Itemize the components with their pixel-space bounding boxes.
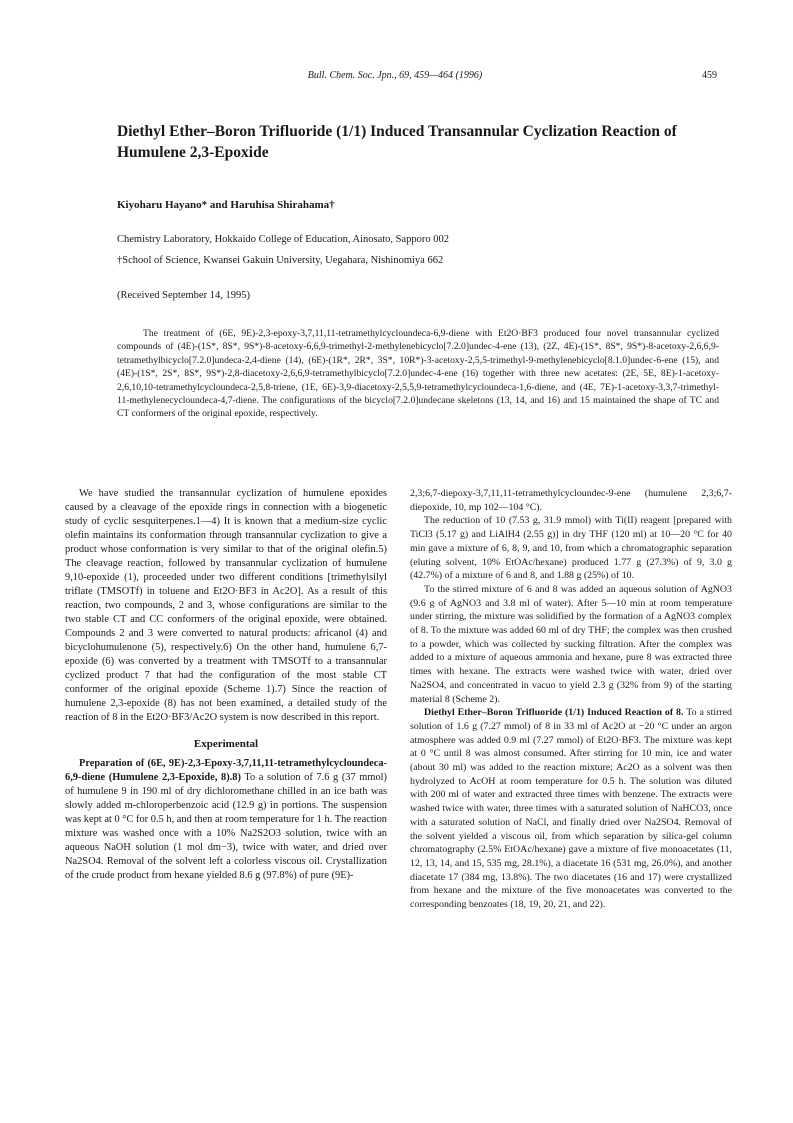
right-paragraph-2: The reduction of 10 (7.53 g, 31.9 mmol) with Ti(II) reagent [prepared with TiCl3 (5.17 g) and LiAlH4 (2.55 g)] in dry THF (120 ml) at 10—20 °C for 40 min gave a mixture of 6, 8, 9, and 10, from which a chromatographic separation (eluting solvent, 10% EtOAc/hexane) produced 1.77 g (27.3%) of 9, 3.0 g (42.7%) of a mixture of 6 and 8, and 1.88 g (25%) of 10. — [410, 515, 732, 582]
right-paragraph-4 — [410, 706, 732, 912]
running-head: Bull. Chem. Soc. Jpn., 69, 459—464 (1996) — [307, 70, 483, 81]
preparation-text: To a solution of 7.6 g (37 mmol) of humulene 9 in 190 ml of dry dichloromethane chilled in an ice bath was slowly added m-chloroperbenzoic acid (12.9 g) in portions. The suspension was kept at 0 °C for 0.5 h, and then at room temperature for 1 h. The reaction mixture was washed once with a 10% Na2S2O3 solution, twice with an aqueous NaOH solution (1 mol dm−3), twice with water, and dried over Na2SO4. Removal of the solvent left a colorless viscous oil. Crystallization of the crude product from hexane yielded 8.6 g (97.8%) of pure (9E)- — [65, 772, 387, 881]
affiliation-1: Chemistry Laboratory, Hokkaido College of Education, Ainosato, Sapporo 002 — [117, 234, 450, 245]
preparation-heading: Preparation of (6E, 9E)-2,3-Epoxy-3,7,11,11-tetramethylcycloundeca-6,9-diene (Humulene 2,3-Epoxide, 8).8) — [65, 758, 387, 783]
intro-paragraph: We have studied the transannular cyclization of humulene epoxides caused by a cleavage of the epoxide rings in connection with a biogenetic study of cyclic sesquiterpenes.1—4) It is known that a medium-size cyclic olefin maintains its conformation through transannular cyclization to give a product whose conformation is very similar to that of the original olefin.5) The cleavage reaction, followed by transannular cyclization of humulene 9,10-epoxide (1), proceeded under two different conditions [trimethylsilyl triflate (TMSOTf) in toluene and Et2O·BF3 in Ac2O]. As a result of this reaction, two compounds, 2 and 3, whose configurations are similar to the two stable CT and CC conformers of the original epoxide, were obtained. Compounds 2 and 3 were converted to natural products: africanol (4) and bicyclohumulenone (5), respectively.6) On the other hand, humulene 6,7-epoxide (6) was converted by a treatment with TMSOTf to a transannular cyclized product 7 that had the configuration of the most stable CT conformer of the original epoxide (Scheme 1).7) Since the reaction of humulene 2,3-epoxide (8) has not been examined, a detailed study of the reaction of 8 in the Et2O·BF3/Ac2O system is now described in this report. — [65, 488, 387, 723]
right-paragraph-3: To the stirred mixture of 6 and 8 was added an aqueous solution of AgNO3 (9.6 g of AgNO3 and 3.8 ml of water). After 5—10 min at room temperature under stirring, the mixture was solidified by the formation of a AgNO3 complex of 8. To the mixture was added 60 ml of dry THF; the complex was then crushed to a powder, which was collected by sucking filtration. After the complex was added to a mixture of aqueous ammonia and hexane, pure 8 was extracted three times with hexane. The extracts were washed twice with water, dried over Na2SO4, and concentrated in vacuo to yield 2.3 g (32% from 9) of the starting material 8 (Scheme 2). — [410, 583, 732, 705]
preparation-paragraph — [65, 757, 387, 883]
abstract: The treatment of (6E, 9E)-2,3-epoxy-3,7,11,11-tetramethylcycloundeca-6,9-diene with Et2O·BF3 produced four novel transannular cyclized compounds of (4E)-(1S*, 8S*, 9S*)-8-acetoxy-6,6,9-trimethyl-2-methylenebicyclo[7.2.0]undec-4-ene (13), (2Z, 4E)-(1S*, 8S*, 9S*)-8-acetoxy-2,6,6,9-tetramethylbicyclo[7.2.0]undeca-2,4-diene (14), (6E)-(1R*, 2R*, 3S*, 10R*)-3-acetoxy-2,5,5-trimethyl-9-methylenebicyclo[8.1.0]undec-6-ene (15), and (4E)-(1S*, 2S*, 8S*, 9S*)-2,8-diacetoxy-2,6,6,9-tetramethylbicyclo[7.2.0]undec-4-ene (16) together with three new acetates: (2E, 5E, 8E)-1-acetoxy-2,6,10,10-tetramethylcycloundeca-2,5,8-triene, (1E, 6E)-3,9-diacetoxy-2,5,5,9-tetramethylcycloundeca-1,6-diene, and (4E, 7E)-1-acetoxy-3,3,7-trimethyl-11-methylenecycloundeca-4,7-diene. The configurations of the bicyclo[7.2.0]undecane skeletons (13, 14, and 16) and 15 maintained the shape of TC and CT conformers of the original epoxide, respectively. — [117, 328, 719, 420]
received-date: (Received September 14, 1995) — [117, 290, 250, 301]
right-column — [410, 487, 732, 912]
reaction-heading: Diethyl Ether–Boron Trifluoride (1/1) Induced Reaction of 8. — [424, 707, 684, 719]
reaction-text: To a stirred solution of 1.6 g (7.27 mmol) of 8 in 33 ml of Ac2O at −20 °C under an argon atmosphere was added 0.9 ml (7.27 mmol) of Et2O·BF3. The mixture was kept at 0 °C until 8 was almost consumed. After stirring for 10 min, ice and water (about 30 ml) was added to the reaction mixture; Ac2O as a solvent was then hydrolyzed to AcOH at room temperature for 0.5 h. The solution was diluted with 200 ml of water and extracted three times with benzene. The extracts were washed twice with water, three times with a saturated solution of NaHCO3, once with a saturated solution of NaCl, and finally dried over Na2SO4. Removal of the solvent yielded a viscous oil, from which separation by silica-gel column chromatography (2.5% EtOAc/hexane) gave a mixture of five monoacetates (11, 12, 13, 14, and 15, 535 mg, 28.1%), a diacetate 16 (531 mg, 26.0%), and another diacetate 17 (384 mg, 13.8%). The two diacetates (16 and 17) were crystallized from hexane and the mixture of the five monoacetates was converted to the corresponding benzoates (18, 19, 20, 21, and 22). — [410, 707, 732, 911]
right-paragraph-1: 2,3;6,7-diepoxy-3,7,11,11-tetramethylcycloundec-9-ene (humulene 2,3;6,7-diepoxide, 10, mp 102—104 °C). — [410, 488, 732, 513]
author-list: Kiyoharu Hayano* and Haruhisa Shirahama† — [117, 199, 335, 211]
section-heading-experimental: Experimental — [193, 738, 259, 750]
left-column — [65, 487, 387, 883]
affiliation-2: †School of Science, Kwansei Gakuin University, Uegahara, Nishinomiya 662 — [117, 255, 444, 266]
article-title: Diethyl Ether–Boron Trifluoride (1/1) Induced Transannular Cyclization Reaction of Humulene 2,3-Epoxide — [117, 123, 677, 161]
page-number: 459 — [702, 70, 717, 81]
